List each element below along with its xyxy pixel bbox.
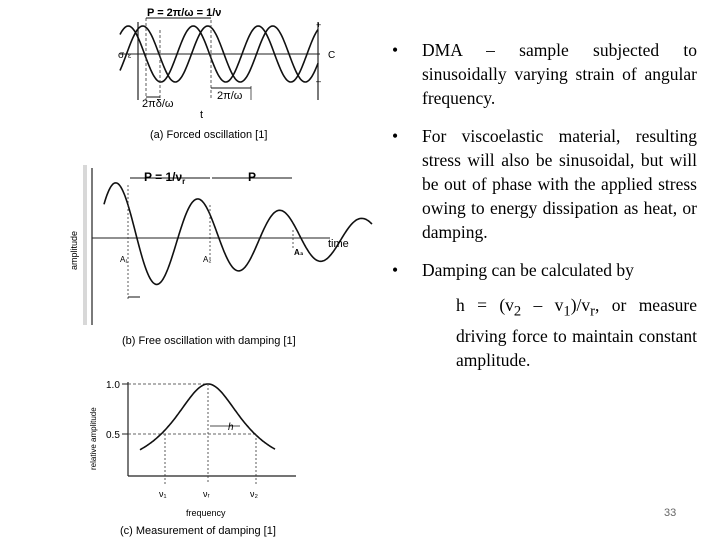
figure-b-free-oscillation bbox=[69, 165, 372, 347]
fig-a-minus-sign: – bbox=[316, 76, 322, 86]
formula-line: $h = (v_2 - v_1)/v_r$, or measure driving force to maintain constant amplitude. bbox=[456, 295, 697, 370]
fig-a-right-label: C bbox=[328, 50, 336, 61]
fig-a-eps-label: ε bbox=[128, 53, 132, 60]
bullet-dot: • bbox=[392, 260, 399, 280]
fig-b-p-label: P bbox=[248, 170, 257, 184]
fig-a-period-label: P = 2π/ω = 1/ν bbox=[147, 7, 222, 19]
damping-formula-paragraph bbox=[422, 293, 697, 372]
fig-b-a2-label: A₂ bbox=[203, 255, 212, 264]
fig-a-phase-label: 2πδ/ω bbox=[142, 98, 174, 110]
fig-b-ylabel: amplitude bbox=[69, 230, 79, 270]
fig-c-tick-mid-label: 0.5 bbox=[106, 430, 120, 441]
bullet-text: For viscoelastic material, resulting stress will also be sinusoidal, but will be out of phase with the applied stress owing to energy dissipation as heat, or damping. bbox=[422, 126, 697, 242]
fig-b-a3-label: A₃ bbox=[294, 248, 304, 257]
fig-a-sigma-label: σ bbox=[118, 50, 125, 61]
bullet-list bbox=[392, 38, 697, 296]
bullet-dot: • bbox=[392, 126, 399, 146]
fig-c-h-label: h bbox=[228, 422, 234, 433]
fig-c-nu1-label: ν₁ bbox=[159, 489, 167, 499]
fig-b-period-label: $P = 1/\nu_r$ bbox=[144, 170, 186, 186]
fig-c-ylabel: relative amplitude bbox=[89, 407, 98, 470]
fig-a-t-label: t bbox=[200, 109, 204, 121]
fig-b-time-label: time bbox=[328, 238, 349, 250]
fig-a-plus-sign: + bbox=[316, 20, 322, 30]
bullet-item bbox=[392, 124, 697, 244]
fig-c-xlabel: frequency bbox=[186, 508, 226, 518]
bullet-item bbox=[392, 38, 697, 110]
fig-c-resonance-curve bbox=[140, 384, 275, 450]
fig-c-tick-top-label: 1.0 bbox=[106, 380, 120, 391]
fig-c-caption: (c) Measurement of damping [1] bbox=[120, 525, 276, 537]
bullet-text: Damping can be calculated by bbox=[422, 260, 634, 280]
fig-b-a1-label: A₁ bbox=[120, 255, 129, 264]
fig-c-nur-label: νᵣ bbox=[203, 489, 210, 499]
bullet-dot: • bbox=[392, 40, 399, 60]
figure-c-damping-measurement bbox=[89, 380, 296, 537]
fig-b-scan-edge bbox=[83, 165, 87, 325]
bullet-item bbox=[392, 258, 697, 282]
page-number: 33 bbox=[664, 507, 677, 519]
fig-c-nu2-label: ν₂ bbox=[250, 489, 258, 499]
fig-a-halfperiod-label: 2π/ω bbox=[217, 90, 243, 102]
figure-a-forced-oscillation bbox=[118, 7, 335, 141]
fig-a-caption: (a) Forced oscillation [1] bbox=[150, 129, 268, 141]
fig-b-damped-wave bbox=[104, 183, 372, 285]
bullet-text: DMA – sample subjected to sinusoidally varying strain of angular frequency. bbox=[422, 40, 697, 108]
fig-b-caption: (b) Free oscillation with damping [1] bbox=[122, 335, 296, 347]
